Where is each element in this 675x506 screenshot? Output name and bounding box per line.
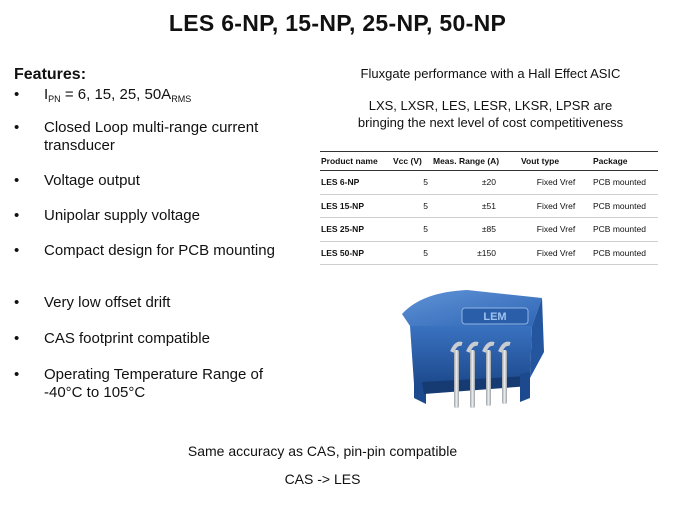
migration-note: CAS -> LES: [284, 471, 361, 487]
cell-range: ±20: [432, 171, 520, 195]
feature-text: Very low offset drift: [44, 294, 171, 311]
col-header-vout: Vout type: [520, 152, 592, 171]
cell-vout: Fixed Vref: [520, 241, 592, 265]
feature-item: [14, 119, 304, 155]
col-header-product: Product name: [320, 152, 392, 171]
feature-item: [14, 366, 304, 402]
bullet-icon: •: [14, 207, 20, 224]
features-heading: Features:: [14, 66, 87, 83]
feature-item-ipn: [14, 86, 304, 105]
col-header-package: Package: [592, 152, 658, 171]
cell-vcc: 5: [392, 241, 432, 265]
feature-text: Unipolar supply voltage: [44, 207, 200, 224]
bullet-icon: •: [14, 242, 20, 259]
cell-range: ±51: [432, 194, 520, 218]
bullet-icon: •: [14, 119, 20, 136]
pin-icon: [486, 350, 491, 406]
feature-item: [14, 330, 304, 348]
compatibility-note: Same accuracy as CAS, pin-pin compatible: [187, 443, 458, 459]
cell-vcc: 5: [392, 218, 432, 242]
cell-vout: Fixed Vref: [520, 171, 592, 195]
cell-package: PCB mounted: [592, 171, 658, 195]
feature-ipn-text: [44, 86, 304, 105]
feature-text: Operating Temperature Range of -40°C to 105°C: [44, 366, 264, 401]
cell-product: LES 15-NP: [320, 194, 392, 218]
cell-product: LES 25-NP: [320, 218, 392, 242]
feature-item: [14, 242, 304, 260]
logo-text: LEM: [483, 311, 507, 323]
feature-text: Compact design for PCB mounting: [44, 242, 275, 259]
cell-range: ±85: [432, 218, 520, 242]
table-row: [320, 241, 658, 265]
bullet-icon: •: [14, 330, 20, 347]
cell-package: PCB mounted: [592, 241, 658, 265]
feature-item: [14, 294, 304, 312]
pin-icon: [502, 350, 507, 404]
bullet-icon: •: [14, 294, 20, 311]
pin-icon: [470, 350, 475, 408]
table-row: [320, 171, 658, 195]
bullet-icon: •: [14, 366, 20, 383]
ipn-symbol: I: [44, 86, 49, 103]
feature-text: Voltage output: [44, 172, 140, 189]
feature-item: [14, 172, 304, 190]
cell-package: PCB mounted: [592, 218, 658, 242]
ipn-subscript: PN: [48, 94, 61, 104]
transducer-photo: [392, 286, 552, 416]
cell-product: LES 50-NP: [320, 241, 392, 265]
cell-product: LES 6-NP: [320, 171, 392, 195]
bullet-icon: •: [14, 172, 20, 189]
fluxgate-note: Fluxgate performance with a Hall Effect ASIC: [360, 66, 621, 81]
table-row: [320, 218, 658, 242]
bullet-icon: •: [14, 86, 20, 103]
cell-package: PCB mounted: [592, 194, 658, 218]
cell-vout: Fixed Vref: [520, 194, 592, 218]
pin-icon: [454, 350, 459, 408]
feature-text: CAS footprint compatible: [44, 330, 210, 347]
cell-vout: Fixed Vref: [520, 218, 592, 242]
cell-vcc: 5: [392, 194, 432, 218]
col-header-vcc: Vcc (V): [392, 152, 432, 171]
family-note-line2: bringing the next level of cost competitiveness: [357, 115, 624, 130]
feature-item: [14, 207, 304, 225]
col-header-range: Meas. Range (A): [432, 152, 520, 171]
product-table: [320, 151, 658, 265]
ipn-values: = 6, 15, 25, 50A: [60, 86, 172, 103]
cell-vcc: 5: [392, 171, 432, 195]
feature-text: Closed Loop multi-range current transducer: [44, 119, 259, 154]
cell-range: ±150: [432, 241, 520, 265]
family-note-line1: LXS, LXSR, LES, LESR, LKSR, LPSR are: [368, 98, 613, 113]
page-title: LES 6-NP, 15-NP, 25-NP, 50-NP: [168, 10, 507, 36]
ipn-rms-subscript: RMS: [171, 94, 192, 104]
table-header-row: [320, 152, 658, 171]
table-row: [320, 194, 658, 218]
